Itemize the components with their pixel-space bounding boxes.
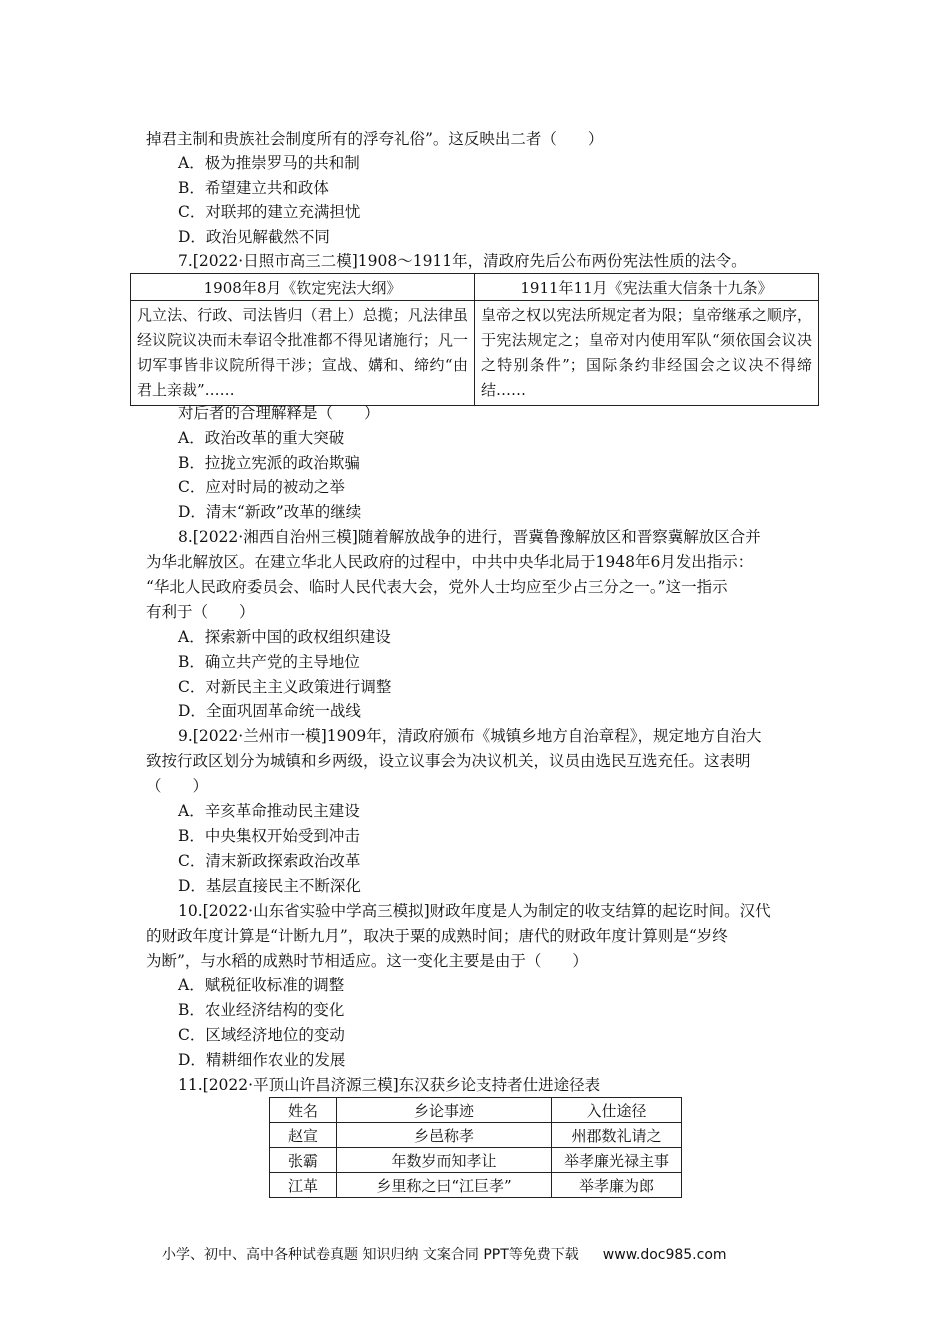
q7-table-cell-1: 凡立法、行政、司法皆归（君上）总揽；凡法律虽经议院议决而未奉诏令批准都不得见诸施行；凡一切军事皆非议院所得干涉；宣战、媾和、缔约“由君上亲裁”…… <box>131 301 475 406</box>
q6-option-c: C．对联邦的建立充满担忧 <box>178 203 361 221</box>
q10-option-d: D．精耕细作农业的发展 <box>178 1051 346 1069</box>
q6-stem-tail: 掉君主制和贵族社会制度所有的浮夸礼俗”。这反映出二者（ ） <box>146 130 604 148</box>
q7-table-header-1: 1908年8月《钦定宪法大纲》 <box>131 274 475 301</box>
footer-url[interactable]: www.doc985.com <box>602 1247 727 1263</box>
q10-option-a: A．赋税征收标准的调整 <box>178 976 345 994</box>
q11-header-deeds: 乡论事迹 <box>337 1098 552 1123</box>
q11-cell: 年数岁而知孝让 <box>337 1148 552 1173</box>
q10-stem-line-2: 的财政年度计算是“计断九月”，取决于粟的成熟时间；唐代的财政年度计算则是“岁终 <box>146 927 728 945</box>
q11-cell: 州郡数礼请之 <box>552 1123 682 1148</box>
page-footer <box>162 1244 727 1264</box>
q6-option-a: A．极为推崇罗马的共和制 <box>178 154 360 172</box>
q9-stem-line-1: 9.[2022·兰州市一模]1909年，清政府颁布《城镇乡地方自治章程》，规定地方自治大 <box>178 727 762 745</box>
q8-option-b: B．确立共产党的主导地位 <box>178 653 360 671</box>
q10-option-c: C．区域经济地位的变动 <box>178 1026 345 1044</box>
q8-stem-line-4: 有利于（ ） <box>146 603 255 621</box>
q7-option-d: D．清末“新政”改革的继续 <box>178 503 362 521</box>
q10-stem-line-3: 为断”，与水稻的成熟时节相适应。这一变化主要是由于（ ） <box>146 952 588 970</box>
q11-cell: 举孝廉为郎 <box>552 1173 682 1198</box>
q11-cell: 赵宣 <box>270 1123 337 1148</box>
q11-stem: 11.[2022·平顶山许昌济源三模]东汉获乡论支持者仕进途径表 <box>178 1076 601 1094</box>
q11-header-name: 姓名 <box>270 1098 337 1123</box>
q7-stem: 7.[2022·日照市高三二模]1908～1911年，清政府先后公布两份宪法性质的法令。 <box>178 252 747 270</box>
q7-table <box>130 273 819 406</box>
q6-option-b: B．希望建立共和政体 <box>178 179 329 197</box>
q11-cell: 江革 <box>270 1173 337 1198</box>
q9-stem-line-3: （ ） <box>146 777 209 795</box>
q8-stem-line-3: “华北人民政府委员会、临时人民代表大会，党外人士均应至少占三分之一。”这一指示 <box>146 578 728 596</box>
q9-option-c: C．清末新政探索政治改革 <box>178 852 361 870</box>
q10-option-b: B．农业经济结构的变化 <box>178 1001 345 1019</box>
q7-option-c: C．应对时局的被动之举 <box>178 478 345 496</box>
q8-option-c: C．对新民主主义政策进行调整 <box>178 678 392 696</box>
q7-table-header-2: 1911年11月《宪法重大信条十九条》 <box>475 274 819 301</box>
q6-option-d: D．政治见解截然不同 <box>178 228 330 246</box>
q11-table <box>269 1097 682 1198</box>
q10-stem-line-1: 10.[2022·山东省实验中学高三模拟]财政年度是人为制定的收支结算的起讫时间。汉代 <box>178 902 771 920</box>
table-row <box>270 1148 682 1173</box>
q8-option-a: A．探索新中国的政权组织建设 <box>178 628 391 646</box>
q9-stem-line-2: 致按行政区划分为城镇和乡两级，设立议事会为决议机关，议员由选民互选充任。这表明 <box>146 752 751 770</box>
q11-cell: 举孝廉光禄主事 <box>552 1148 682 1173</box>
q11-cell: 张霸 <box>270 1148 337 1173</box>
q7-table-cell-2: 皇帝之权以宪法所规定者为限；皇帝继承之顺序，于宪法规定之；皇帝对内使用军队“须依国会议决之特别条件”；国际条约非经国会之议决不得缔结…… <box>475 301 819 406</box>
q9-option-b: B．中央集权开始受到冲击 <box>178 827 360 845</box>
table-row <box>270 1173 682 1198</box>
q7-option-b: B．拉拢立宪派的政治欺骗 <box>178 454 360 472</box>
table-row <box>270 1123 682 1148</box>
q9-option-a: A．辛亥革命推动民主建设 <box>178 802 360 820</box>
q7-option-a: A．政治改革的重大突破 <box>178 429 345 447</box>
q8-option-d: D．全面巩固革命统一战线 <box>178 702 361 720</box>
q11-cell: 乡里称之曰“江巨孝” <box>337 1173 552 1198</box>
q7-question: 对后者的合理解释是（ ） <box>178 404 380 422</box>
q8-stem-line-1: 8.[2022·湘西自治州三模]随着解放战争的进行，晋冀鲁豫解放区和晋察冀解放区合并 <box>178 528 761 546</box>
q11-cell: 乡邑称孝 <box>337 1123 552 1148</box>
q9-option-d: D．基层直接民主不断深化 <box>178 877 361 895</box>
footer-text: 小学、初中、高中各种试卷真题 知识归纳 文案合同 PPT等免费下载 <box>162 1247 579 1263</box>
q8-stem-line-2: 为华北解放区。在建立华北人民政府的过程中，中共中央华北局于1948年6月发出指示： <box>146 553 754 571</box>
q11-header-path: 入仕途径 <box>552 1098 682 1123</box>
